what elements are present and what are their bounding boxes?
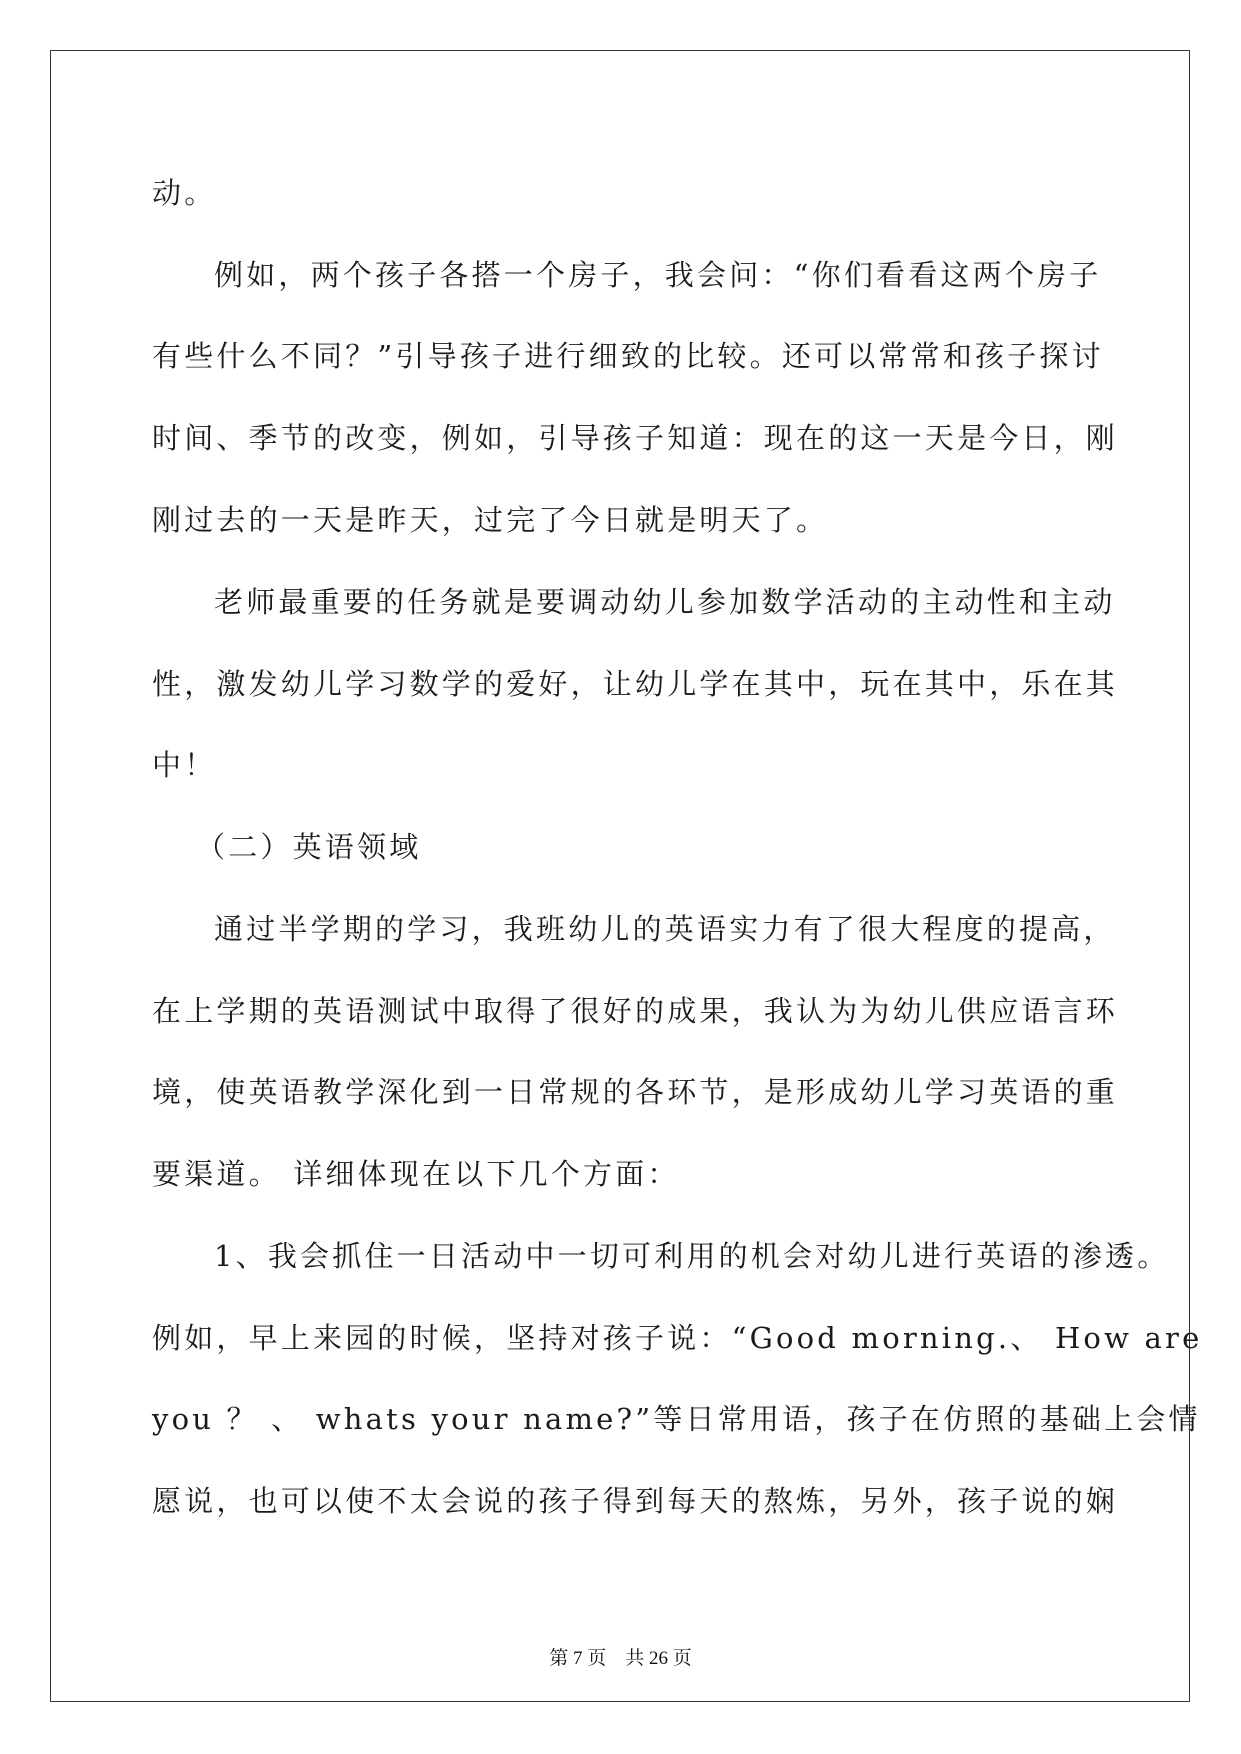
- text-line-16: you ？ 、 whats your name?”等日常用语，孩子在仿照的基础上会情: [152, 1402, 1201, 1436]
- text-line-3: 有些什么不同？”引导孩子进行细致的比较。还可以常常和孩子探讨: [152, 339, 1104, 373]
- page-border: [50, 50, 1190, 1702]
- text-line-13: 要渠道。 详细体现在以下几个方面：: [152, 1157, 680, 1191]
- text-line-11: 在上学期的英语测试中取得了很好的成果，我认为为幼儿供应语言环: [152, 994, 1119, 1028]
- text-line-10: 通过半学期的学习，我班幼儿的英语实力有了很大程度的提高，: [214, 912, 1116, 946]
- text-line-14: 1、我会抓住一日活动中一切可利用的机会对幼儿进行英语的渗透。: [214, 1239, 1170, 1273]
- text-line-1: 动。: [152, 176, 217, 210]
- text-line-7: 性，激发幼儿学习数学的爱好，让幼儿学在其中，玩在其中，乐在其: [152, 667, 1119, 701]
- text-line-2: 例如，两个孩子各搭一个房子，我会问：“你们看看这两个房子: [214, 258, 1102, 292]
- text-line-6: 老师最重要的任务就是要调动幼儿参加数学活动的主动性和主动: [214, 585, 1116, 619]
- page-number-footer: 第 7 页 共 26 页: [549, 1648, 692, 1669]
- text-line-17: 愿说，也可以使不太会说的孩子得到每天的熬炼，另外，孩子说的娴: [152, 1484, 1119, 1518]
- text-line-8: 中！: [152, 748, 217, 782]
- text-line-12: 境，使英语教学深化到一日常规的各环节，是形成幼儿学习英语的重: [152, 1075, 1119, 1109]
- text-line-5: 刚过去的一天是昨天，过完了今日就是明天了。: [152, 503, 829, 537]
- text-line-15: 例如，早上来园的时候，坚持对孩子说：“Good morning.、 How are: [152, 1321, 1203, 1355]
- section-heading: （二）英语领域: [196, 830, 422, 864]
- text-line-4: 时间、季节的改变，例如，引导孩子知道：现在的这一天是今日，刚: [152, 421, 1119, 455]
